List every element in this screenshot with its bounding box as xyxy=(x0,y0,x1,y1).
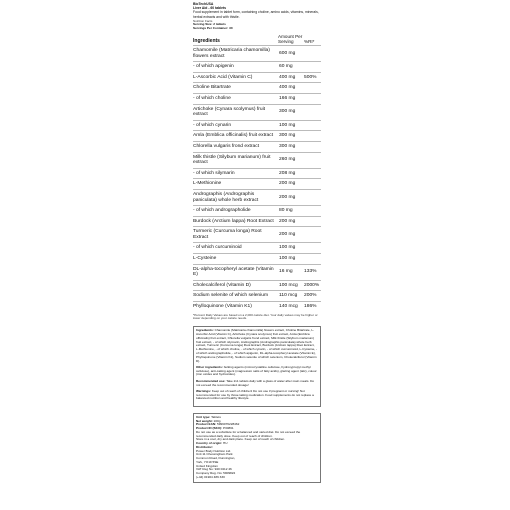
row-name: Phylloquinone (Vitamin K1) xyxy=(193,302,278,312)
row-name: Cholecalciferol (Vitamin D) xyxy=(193,280,278,291)
row-ri xyxy=(304,141,321,152)
table-row xyxy=(193,264,321,280)
warnings-text: Keep out of reach of children! Do not use if pregnant or nursing! Not recommended for use by those taking medication. Food supplements do not replace a balanced nutrition and healthy lifestyle. xyxy=(196,388,314,401)
nutrition-table xyxy=(193,33,321,312)
row-amount: 400 mg xyxy=(278,83,304,94)
brand-name: BioTechUSA xyxy=(193,2,214,6)
distributor-label-text: Distributor: xyxy=(196,444,213,449)
table-row xyxy=(193,104,321,120)
row-amount: 300 mg xyxy=(278,131,304,142)
row-ri xyxy=(304,83,321,94)
address-line: Company Reg. No: 5909822 xyxy=(196,471,236,476)
col-ingredients: Ingredients xyxy=(193,38,220,44)
row-amount: 200 mg xyxy=(278,227,304,243)
sku-label: Product ID (SKU): xyxy=(196,426,223,431)
row-name: - of which cynarin xyxy=(193,120,278,131)
address-line: Unit 11 Chessingham Park xyxy=(196,452,233,457)
row-ri xyxy=(304,216,321,227)
product-name: Liver Aid - 60 tablets xyxy=(193,6,227,11)
row-amount: 260 mg xyxy=(278,152,304,168)
row-ri: 500% xyxy=(304,72,321,83)
address-line: Power Body Nutrition Ltd. xyxy=(196,448,232,453)
row-amount: 200 mg xyxy=(278,179,304,190)
row-name: Amla (Emblica officinalis) fruit extract xyxy=(193,131,278,142)
address-line: (+44) 01904 486 330 xyxy=(196,474,225,479)
servings-per-container: Servings Per Container: 30 xyxy=(193,26,233,31)
unit-type-value: Tablets xyxy=(210,414,221,419)
row-name: Milk thistle (Silybum marianum) fruit extract xyxy=(193,152,278,168)
table-row xyxy=(193,243,321,254)
unit-type-label: Unit type: xyxy=(196,414,211,419)
row-ri xyxy=(304,120,321,131)
row-ri: 2000% xyxy=(304,280,321,291)
row-name: Choline Bitartrate xyxy=(193,83,278,94)
label-header xyxy=(193,2,321,19)
recommended-use-paragraph xyxy=(196,380,318,388)
row-name: L-Methionine xyxy=(193,179,278,190)
ingredients-paragraph xyxy=(196,329,318,363)
origin-label: Country of origin: xyxy=(196,441,223,446)
row-ri xyxy=(304,254,321,265)
table-row xyxy=(193,302,321,312)
row-amount: 100 mg xyxy=(278,254,304,265)
row-amount: 140 mcg xyxy=(278,302,304,312)
row-amount: 600 mg xyxy=(278,46,304,62)
details-box xyxy=(193,326,321,407)
row-name: Sodium selenite of which selenium xyxy=(193,291,278,302)
table-row xyxy=(193,254,321,265)
row-amount: 208 mg xyxy=(278,168,304,179)
table-row xyxy=(193,72,321,83)
table-row xyxy=(193,189,321,205)
row-name: Chamomile (Matricaria chamomilla) flowers extract xyxy=(193,46,278,62)
row-ri xyxy=(304,46,321,62)
address-line: York, YO19 5SE xyxy=(196,459,219,464)
other-ingredients-label: Other ingredients: xyxy=(196,364,223,369)
row-amount: 300 mg xyxy=(278,141,304,152)
table-row xyxy=(193,62,321,73)
daily-value-footnote: *Percent Daily Values are based on a 2,000 calorie diet. Your daily values may be higher or lower depending on your calorie needs. xyxy=(193,312,318,321)
other-ingredients-paragraph xyxy=(196,366,318,377)
row-name: - of which apigenin xyxy=(193,62,278,73)
product-info-box xyxy=(193,413,321,483)
row-ri xyxy=(304,62,321,73)
col-amount: Amount Per Serving xyxy=(278,34,303,44)
row-ri xyxy=(304,93,321,104)
origin-value: HU xyxy=(222,441,228,446)
row-ri xyxy=(304,206,321,217)
table-row xyxy=(193,93,321,104)
row-amount: 16 mg xyxy=(278,264,304,280)
row-ri xyxy=(304,152,321,168)
nutrition-table-header xyxy=(193,33,321,46)
row-ri xyxy=(304,168,321,179)
table-row xyxy=(193,291,321,302)
row-amount: 60 mg xyxy=(278,62,304,73)
address-line: VAT Reg No: 940 0412 46 xyxy=(196,467,232,472)
table-row xyxy=(193,216,321,227)
table-row xyxy=(193,168,321,179)
ingredients-text: Chamomile (Matricaria chamomilla) flowers extract, Choline Bitartrate, L-Ascorbic Acid (Vitamin C), Artichoke (Cynara scolymus) fruit extract, Amla (Emblica officinalis) fruit extract, Chlorella vulgaris frond extract, Milk thistle (Silybum marianum) fruit extract, - of which silymarin, Andrographis (Andrographis paniculata) whole herb extract, Turmeric (Curcuma longa) Root Extract, Burdock (Arctium lappa) Root Extract, L-Methionine, - of which choline, - of which cynarin, - of which curcuminoid, L-Cysteine, - of which andrographolide, - of which apigenin, DL-alpha-tocopheryl acetate (Vitamin E), Phylloquinone (Vitamin K1), Sodium selenite of which selenium, Cholecalciferol (Vitamin D). xyxy=(196,328,318,363)
table-row xyxy=(193,227,321,243)
table-row xyxy=(193,206,321,217)
ingredients-label: Ingredients: xyxy=(196,328,214,333)
row-ri: 133% xyxy=(304,264,321,280)
nutrition-rows xyxy=(193,46,321,312)
row-ri: 186% xyxy=(304,302,321,312)
row-ri xyxy=(304,189,321,205)
row-amount: 100 mcg xyxy=(278,280,304,291)
row-amount: 200 mg xyxy=(278,189,304,205)
storage-note: Store in a cool, dry and dark place. Keep out of reach of children. xyxy=(196,437,286,442)
row-amount: 100 mg xyxy=(278,243,304,254)
table-row xyxy=(193,131,321,142)
ean-label: Product EAN: xyxy=(196,422,217,427)
row-name: Andrographis (Andrographis paniculata) whole herb extract xyxy=(193,189,278,205)
row-name: - of which curcuminoid xyxy=(193,243,278,254)
row-amount: 100 mg xyxy=(278,120,304,131)
row-name: Turmeric (Curcuma longa) Root Extract xyxy=(193,227,278,243)
warnings-label: Warnings: xyxy=(196,388,212,393)
nutrition-facts-label: Nutrition Facts xyxy=(193,18,213,23)
table-row xyxy=(193,46,321,62)
row-name: Chlorella vulgaris frond extract xyxy=(193,141,278,152)
row-ri: 200% xyxy=(304,291,321,302)
row-amount: 110 mcg xyxy=(278,291,304,302)
row-amount: 400 mg xyxy=(278,72,304,83)
ean-value: 5999076228462 xyxy=(216,422,240,427)
address-line: Common Road, Dunnington, xyxy=(196,456,236,461)
row-name: Artichoke (Cynara scolymus) fruit extract xyxy=(193,104,278,120)
row-name: L-Cysteine xyxy=(193,254,278,265)
table-row xyxy=(193,280,321,291)
table-row xyxy=(193,141,321,152)
recommended-use-text: Take 2x1 tablets daily with a glass of water after main meals. Do not exceed the recommended dosage! xyxy=(196,378,315,387)
sku-value: P30861 xyxy=(222,426,234,431)
row-name: L-Ascorbic Acid (Vitamin C) xyxy=(193,72,278,83)
row-name: - of which silymarin xyxy=(193,168,278,179)
row-ri xyxy=(304,104,321,120)
product-label-document xyxy=(193,2,321,483)
row-amount: 300 mg xyxy=(278,104,304,120)
address-line: United Kingdom xyxy=(196,463,219,468)
net-weight-label: Net weight: xyxy=(196,418,213,423)
row-ri xyxy=(304,179,321,190)
row-name: Burdock (Arctium lappa) Root Extract xyxy=(193,216,278,227)
row-ri xyxy=(304,131,321,142)
table-row xyxy=(193,152,321,168)
row-amount: 166 mg xyxy=(278,93,304,104)
warnings-paragraph xyxy=(196,390,318,401)
row-name: - of which andrographolide xyxy=(193,206,278,217)
other-ingredients-text: bulking agents (microcrystalline cellulose, hydroxypropyl methyl cellulose), anti-caking agent (magnesium salts of fatty acids), glazing agent (talc), colour (iron oxides and hydroxides). xyxy=(196,364,317,377)
row-ri xyxy=(304,227,321,243)
table-row xyxy=(193,179,321,190)
recommended-use-label: Recommended use: xyxy=(196,378,226,383)
row-ri xyxy=(304,243,321,254)
row-name: - of which choline xyxy=(193,93,278,104)
serving-size: Serving Size: 2 tablets xyxy=(193,22,226,27)
net-weight-value: 100g xyxy=(212,418,221,423)
table-row xyxy=(193,120,321,131)
table-row xyxy=(193,83,321,94)
row-amount: 80 mg xyxy=(278,206,304,217)
row-amount: 200 mg xyxy=(278,216,304,227)
usage-note: Do not use as a substitute for a balanced and varied diet. Do not exceed the recommended daily dose. Keep out of reach of children. xyxy=(196,429,301,438)
product-description: Food supplement in tablet form, containing choline, amino acids, vitamins, minerals, herbal extracts and with thistle. xyxy=(193,10,319,19)
col-ri: %RI* xyxy=(304,39,315,44)
row-name: DL-alpha-tocopheryl acetate (Vitamin E) xyxy=(193,264,278,280)
